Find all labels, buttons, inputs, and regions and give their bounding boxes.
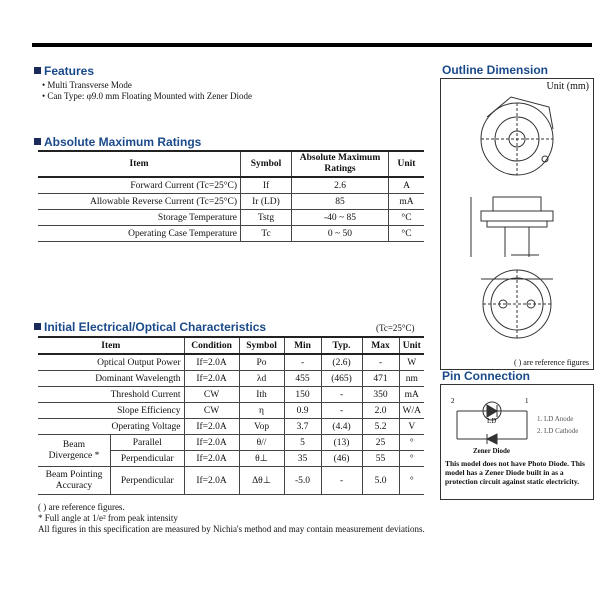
beam-div-label: Beam Divergence * <box>38 435 111 467</box>
pin-note: This model does not have Photo Diode. This model has a Zener Diode built in as a protection circuit against static electricity. <box>445 459 585 486</box>
table-row: Beam Divergence * Parallel If=2.0A θ// 5 (13) 25 ° <box>38 435 424 451</box>
bullet-square-icon <box>34 323 41 330</box>
col-symbol: Symbol <box>241 151 292 177</box>
notes: ( ) are reference figures. * Full angle at 1/e² from peak intensity All figures in this specification are measured by Nichia's method and may contain measurement deviations. <box>38 502 425 534</box>
pin-label-2: 2. LD Cathode <box>537 427 579 435</box>
condition-note: (Tc=25°C) <box>376 323 415 333</box>
col-item: Item <box>38 151 241 177</box>
initial-table: Item Condition Symbol Min Typ. Max Unit Optical Output Power If=2.0A Po - (2.6) - W Dominant Wavelength If=2.0A λd 455 (465) 471 nm Threshold Current CW Ith 150 - 350 mA Slope Efficiency CW η 0.9 - 2.0 W/A Operating Voltage If=2.0A Vop 3.7 (4.4) 5.2 V Beam Divergence * Parallel If=2.0A θ// 5 (13) 25 ° Perpendicular If=2.0A θ⊥ 35 (46) 55 ° Beam Pointing Accuracy Perpendicular If=2.0A Δθ⊥ -5.0 - 5.0 ° <box>38 336 424 495</box>
table-row: Storage Temperature Tstg -40 ~ 85 °C <box>38 210 424 226</box>
outline-heading: Outline Dimension <box>442 63 549 77</box>
abs-max-table <box>38 150 424 242</box>
col-ratings: Absolute Maximum Ratings <box>292 151 389 177</box>
pin-label-1: 1. LD Anode <box>537 415 574 423</box>
features-list <box>42 80 252 102</box>
bullet-square-icon <box>34 67 41 74</box>
feature-item: • Can Type: φ9.0 mm Floating Mounted with Zener Diode <box>42 91 253 101</box>
table-row: Threshold Current CW Ith 150 - 350 mA <box>38 387 424 403</box>
table-row: Allowable Reverse Current (Tc=25°C) Ir (LD) 85 mA <box>38 194 424 210</box>
bullet-square-icon <box>34 138 41 145</box>
outline-drawing <box>441 79 593 369</box>
top-rule <box>32 43 592 47</box>
table-row: Optical Output Power If=2.0A Po - (2.6) - W <box>38 354 424 371</box>
table-row: Slope Efficiency CW η 0.9 - 2.0 W/A <box>38 403 424 419</box>
table-row: Dominant Wavelength If=2.0A λd 455 (465) 471 nm <box>38 371 424 387</box>
pointing-label: Beam Pointing Accuracy <box>38 467 111 495</box>
abs-max-heading: Absolute Maximum Ratings <box>34 135 201 149</box>
svg-text:2: 2 <box>451 397 455 405</box>
unit-label: Unit (mm) <box>546 81 589 92</box>
table-row: Beam Pointing Accuracy Perpendicular If=2.0A Δθ⊥ -5.0 - 5.0 ° <box>38 467 424 495</box>
zener-label: Zener Diode <box>473 447 511 455</box>
outline-box <box>440 78 594 370</box>
table-row: Operating Voltage If=2.0A Vop 3.7 (4.4) 5.2 V <box>38 419 424 435</box>
reference-note: ( ) are reference figures <box>513 358 589 367</box>
table-row: Forward Current (Tc=25°C) If 2.6 A <box>38 177 424 194</box>
initial-heading: Initial Electrical/Optical Characteristics <box>34 320 266 334</box>
ld-label: LD <box>487 417 497 425</box>
pin-heading: Pin Connection <box>442 369 530 383</box>
svg-text:1: 1 <box>525 397 529 405</box>
pin-box <box>440 384 594 500</box>
table-row: Perpendicular If=2.0A θ⊥ 35 (46) 55 ° <box>38 451 424 467</box>
col-unit: Unit <box>389 151 425 177</box>
features-heading: Features <box>34 64 94 78</box>
feature-item: • Multi Transverse Mode <box>42 80 132 90</box>
table-row: Operating Case Temperature Tc 0 ~ 50 °C <box>38 226 424 242</box>
